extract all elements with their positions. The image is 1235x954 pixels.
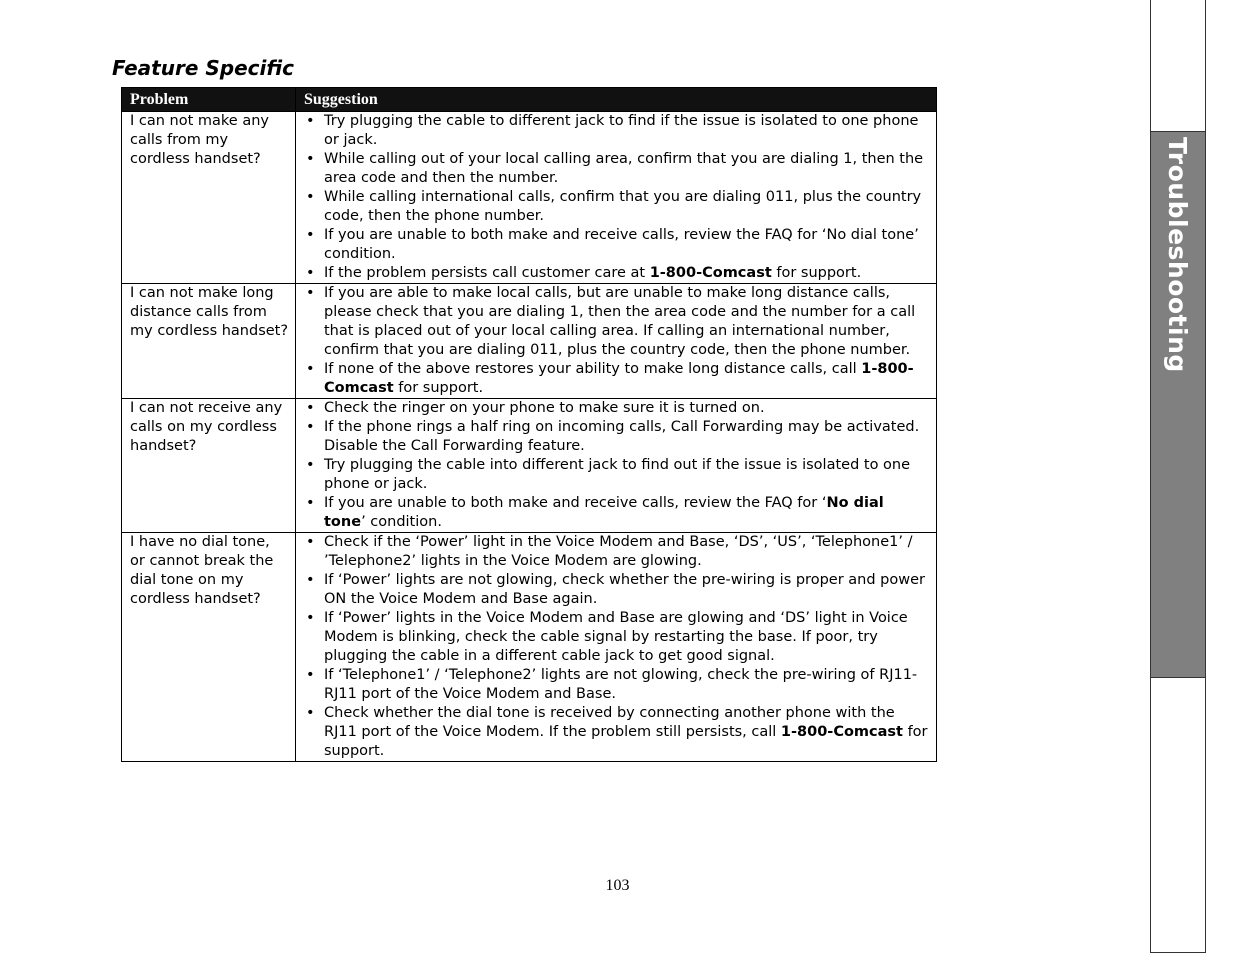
suggestion-item — [324, 264, 930, 283]
header-problem: Problem — [122, 88, 296, 112]
suggestion-text: If ‘Power’ lights are not glowing, check whether the pre-wiring is proper and power ON the Voice Modem and Base again. — [324, 572, 925, 607]
table-body — [122, 112, 937, 762]
suggestion-item — [324, 418, 930, 456]
suggestion-text: for support. — [393, 380, 484, 396]
suggestion-text: While calling out of your local calling area, confirm that you are dialing 1, then the area code and then the number. — [324, 151, 924, 186]
suggestion-text: for support. — [324, 724, 928, 759]
problem-cell: I have no dial tone, or cannot break the dial tone on my cordless handset? — [122, 533, 296, 762]
troubleshooting-table — [121, 87, 937, 762]
suggestion-text: Check the ringer on your phone to make sure it is turned on. — [324, 400, 765, 416]
suggestion-item — [324, 112, 930, 150]
problem-cell: I can not make any calls from my cordless handset? — [122, 112, 296, 284]
emphasis-text: No dial tone — [324, 495, 884, 530]
suggestion-item — [324, 456, 930, 494]
suggestion-text: If ‘Telephone1’ / ‘Telephone2’ lights are not glowing, check the pre-wiring of RJ11-RJ11 port of the Voice Modem and Base. — [324, 667, 918, 702]
suggestion-item — [324, 399, 930, 418]
table-row — [122, 112, 937, 284]
suggestion-cell — [296, 112, 937, 284]
table-row — [122, 533, 937, 762]
suggestion-item — [324, 150, 930, 188]
suggestion-item — [324, 188, 930, 226]
table-row — [122, 284, 937, 399]
suggestion-text: If ‘Power’ lights in the Voice Modem and Base are glowing and ‘DS’ light in Voice Modem is blinking, check the cable signal by restarting the base. If poor, try plugging the cable in a different cable jack to get good signal. — [324, 610, 908, 664]
table-header-row — [122, 88, 937, 112]
suggestion-text: Check if the ‘Power’ light in the Voice Modem and Base, ‘DS’, ‘US’, ‘Telephone1’ / ’Telephone2’ lights in the Voice Modem are glowing. — [324, 534, 913, 569]
suggestion-item — [324, 360, 930, 398]
suggestion-cell — [296, 533, 937, 762]
suggestion-item — [324, 609, 930, 666]
page-number: 103 — [605, 877, 630, 894]
suggestion-cell — [296, 399, 937, 533]
suggestion-item — [324, 533, 930, 571]
suggestion-list — [304, 284, 930, 398]
problem-cell: I can not make long distance calls from my cordless handset? — [122, 284, 296, 399]
suggestion-list — [304, 399, 930, 532]
problem-cell: I can not receive any calls on my cordless handset? — [122, 399, 296, 533]
suggestion-list — [304, 112, 930, 283]
emphasis-text: 1-800-Comcast — [324, 361, 914, 396]
header-suggestion: Suggestion — [296, 88, 937, 112]
suggestion-item — [324, 284, 930, 360]
suggestion-item — [324, 494, 930, 532]
suggestion-text: for support. — [771, 265, 862, 281]
suggestion-text: Try plugging the cable to different jack to find if the issue is isolated to one phone or jack. — [324, 113, 919, 148]
suggestion-text: If the problem persists call customer care at — [324, 265, 650, 281]
suggestion-text: Try plugging the cable into different jack to find out if the issue is isolated to one phone or jack. — [324, 457, 911, 492]
suggestion-text: Check whether the dial tone is received by connecting another phone with the RJ11 port of the Voice Modem. If the problem still persists, call — [324, 705, 895, 740]
suggestion-cell — [296, 284, 937, 399]
suggestion-text: ’ condition. — [361, 514, 442, 530]
suggestion-text: If you are able to make local calls, but are unable to make long distance calls, please check that you are dialing 1, then the area code and the number for a call that is placed out of your local calling area. If calling an international number, confirm that you are dialing 011, plus the country code, then the phone number. — [324, 285, 916, 358]
emphasis-text: 1-800-Comcast — [649, 265, 772, 281]
table-row — [122, 399, 937, 533]
suggestion-list — [304, 533, 930, 761]
suggestion-text: If none of the above restores your ability to make long distance calls, call — [324, 361, 862, 377]
suggestion-text: While calling international calls, confirm that you are dialing 011, plus the country code, then the phone number. — [324, 189, 922, 224]
emphasis-text: 1-800-Comcast — [780, 724, 903, 740]
suggestion-item — [324, 666, 930, 704]
suggestion-text: If you are unable to both make and receive calls, review the FAQ for ‘ — [324, 495, 827, 511]
side-tab-label: Troubleshooting — [1163, 137, 1192, 373]
section-title: Feature Specific — [112, 56, 294, 80]
suggestion-text: If you are unable to both make and receive calls, review the FAQ for ‘No dial tone’ condition. — [324, 227, 919, 262]
suggestion-item — [324, 226, 930, 264]
suggestion-item — [324, 571, 930, 609]
suggestion-item — [324, 704, 930, 761]
suggestion-text: If the phone rings a half ring on incoming calls, Call Forwarding may be activated. Disable the Call Forwarding feature. — [324, 419, 920, 454]
